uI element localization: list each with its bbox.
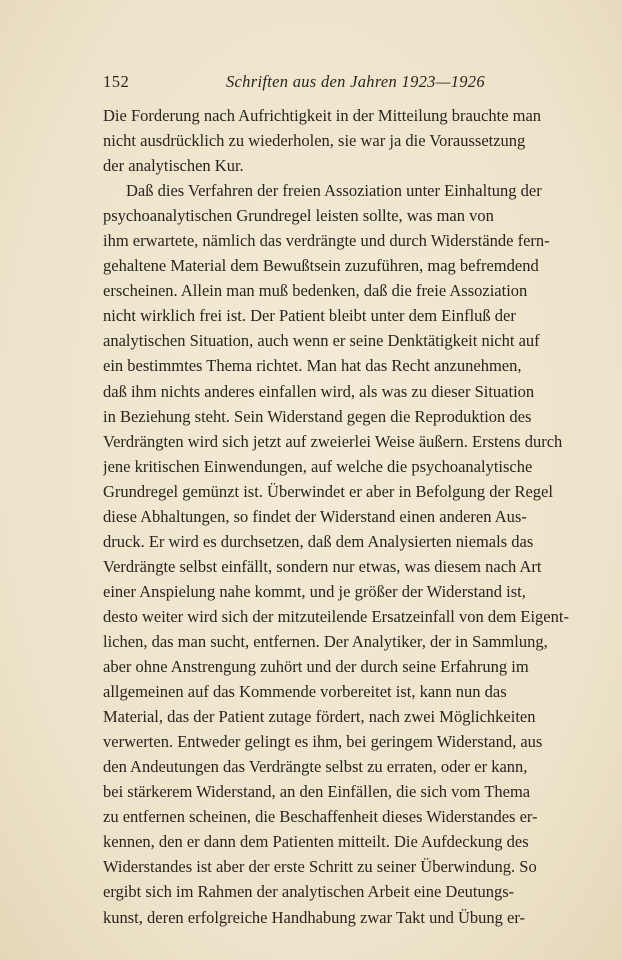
text-line: jene kritischen Einwendungen, auf welche die psychoanalytische xyxy=(103,456,533,476)
running-title: Schriften aus den Jahren 1923—1926 xyxy=(226,72,485,91)
paragraph xyxy=(103,103,581,178)
text-line: lichen, das man sucht, entfernen. Der Analytiker, der in Sammlung, xyxy=(103,631,548,651)
text-line: kennen, den er dann dem Patienten mitteilt. Die Aufdeckung des xyxy=(103,832,529,852)
text-line: der analytischen Kur. xyxy=(103,156,244,176)
text-line: daß ihm nichts anderes einfallen wird, als was zu dieser Situation xyxy=(103,381,535,401)
text-line: allgemeinen auf das Kommende vorbereitet ist, kann nun das xyxy=(103,682,507,702)
page-number: 152 xyxy=(103,72,130,91)
text-line: aber ohne Anstrengung zuhört und der durch seine Erfahrung im xyxy=(103,657,529,677)
text-line: Verdrängten wird sich jetzt auf zweierlei Weise äußern. Erstens durch xyxy=(103,431,563,451)
text-line: zu entfernen scheinen, die Beschaffenheit dieses Widerstandes er- xyxy=(103,807,538,827)
text-line: diese Abhaltungen, so findet der Widerstand einen anderen Aus- xyxy=(103,506,527,526)
text-line: Grundregel gemünzt ist. Überwindet er aber in Befolgung der Regel xyxy=(103,481,553,501)
text-line: verwerten. Entweder gelingt es ihm, bei geringem Widerstand, aus xyxy=(103,732,543,752)
text-line: psychoanalytischen Grundregel leisten sollte, was man von xyxy=(103,206,494,226)
text-line: analytischen Situation, auch wenn er seine Denktätigkeit nicht auf xyxy=(103,331,540,351)
paragraph xyxy=(103,178,581,929)
text-line: gehaltene Material dem Bewußtsein zuzuführen, mag befremdend xyxy=(103,256,539,276)
text-line: Verdrängte selbst einfällt, sondern nur etwas, was diesem nach Art xyxy=(103,556,542,576)
text-line: Die Forderung nach Aufrichtigkeit in der Mitteilung brauchte man xyxy=(103,106,542,125)
text-line: desto weiter wird sich der mitzuteilende Ersatzeinfall von dem Eigent- xyxy=(103,606,569,626)
text-line: nicht wirklich frei ist. Der Patient bleibt unter dem Einfluß der xyxy=(103,306,516,326)
text-line: bei stärkerem Widerstand, an den Einfällen, die sich vom Thema xyxy=(103,782,531,802)
page-header xyxy=(103,72,581,98)
text-line: den Andeutungen das Verdrängte selbst zu erraten, oder er kann, xyxy=(103,757,528,777)
text-line: druck. Er wird es durchsetzen, daß dem Analysierten niemals das xyxy=(103,531,534,551)
text-line: kunst, deren erfolgreiche Handhabung zwar Takt und Übung er- xyxy=(103,907,526,927)
text-line: ihm erwartete, nämlich das verdrängte und durch Widerstände fern- xyxy=(103,231,550,251)
text-line: ein bestimmtes Thema richtet. Man hat das Recht anzunehmen, xyxy=(103,356,522,376)
text-line: ergibt sich im Rahmen der analytischen Arbeit eine Deutungs- xyxy=(103,882,515,902)
text-line: in Beziehung steht. Sein Widerstand gegen die Reproduktion des xyxy=(103,406,532,426)
text-line: Material, das der Patient zutage fördert, nach zwei Möglichkeiten xyxy=(103,707,536,727)
text-line: Widerstandes ist aber der erste Schritt zu seiner Überwindung. So xyxy=(103,857,537,877)
text-line: einer Anspielung nahe kommt, und je größer der Widerstand ist, xyxy=(103,581,526,601)
body-text xyxy=(103,103,581,930)
text-line: nicht ausdrücklich zu wiederholen, sie war ja die Voraussetzung xyxy=(103,131,526,151)
text-line: Daß dies Verfahren der freien Assoziation unter Einhaltung der xyxy=(126,181,542,201)
text-line: erscheinen. Allein man muß bedenken, daß die freie Assoziation xyxy=(103,281,528,301)
